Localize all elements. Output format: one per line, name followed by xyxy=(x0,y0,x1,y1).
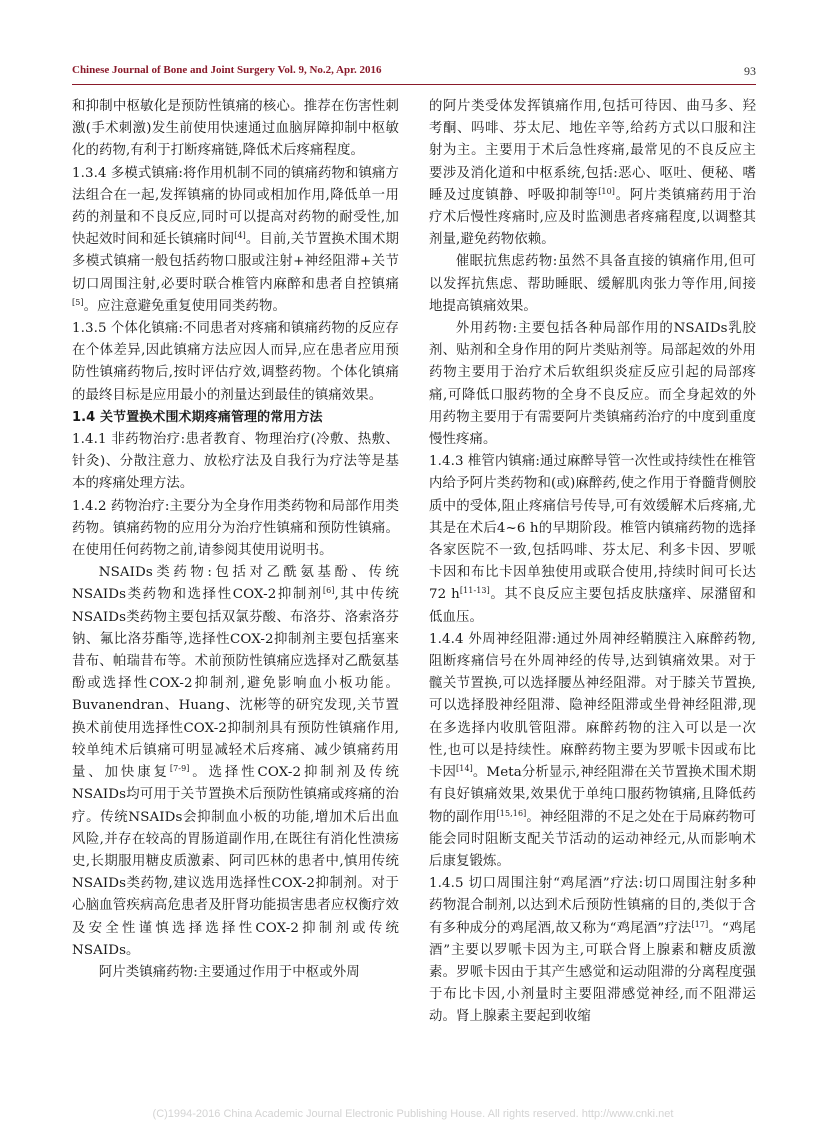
copyright-footer: (C)1994-2016 China Academic Journal Electronic Publishing House. All rights reserved. http://www.cnki.net xyxy=(152,1108,674,1120)
right-column xyxy=(429,96,756,1029)
paragraph-opioids-start: 阿片类镇痛药物:主要通过作用于中枢或外周 xyxy=(98,964,360,980)
citation: [7-9] xyxy=(169,764,190,774)
citation: [6] xyxy=(322,586,335,596)
paragraph-topical: 外用药物:主要包括各种局部作用的NSAIDs乳胶剂、贴剂和全身作用的阿片类贴剂等。局部起效的外用药物主要用于治疗术后软组织炎症反应引起的局部疼痛,可降低口服药物的全身不良反应。而全身起效的外用药物主要用于有需要阿片类镇痛药治疗的中度到重度慢性疼痛。 xyxy=(429,321,756,448)
paragraph-opioids-continued: 的阿片类受体发挥镇痛作用,包括可待因、曲马多、羟考酮、吗啡、芬太尼、地佐辛等,给药方式以口服和注射为主。主要用于术后急性疼痛,最常见的不良反应主要涉及消化道和中枢系统,包括:恶心、呕吐、便秘、嗜睡及过度镇静、呼吸抑制等[10]。阿片类镇痛药用于治疗术后慢性疼痛时,应及时监测患者疼痛程度,以调整其剂量,避免药物依赖。 xyxy=(429,99,757,248)
paragraph-pharmacologic: 1.4.2 药物治疗:主要分为全身作用类药物和局部作用类药物。镇痛药物的应用分为治疗性镇痛和预防性镇痛。在使用任何药物之前,请参阅其使用说明书。 xyxy=(72,498,399,559)
citation: [4] xyxy=(234,231,246,241)
paragraph: 和抑制中枢敏化是预防性镇痛的核心。推荐在伤害性刺激(手术刺激)发生前使用快速通过血脑屏障抑制中枢敏化的药物,有利于打断疼痛链,降低术后疼痛程度。 xyxy=(72,99,399,159)
citation: [15,16] xyxy=(496,808,527,818)
paragraph-multimodal-analgesia: 1.3.4 多模式镇痛:将作用机制不同的镇痛药物和镇痛方法组合在一起,发挥镇痛的协同或相加作用,降低单一用药的剂量和不良反应,同时可以提高对药物的耐受性,加快起效时间和延长镇痛时间[4]。目前,关节置换术围术期多模式镇痛一般包括药物口服或注射+神经阻滞+关节切口周围注射,必要时联合椎管内麻醉和患者自控镇痛[5]。应注意避免重复使用同类药物。 xyxy=(72,165,399,314)
citation: [10] xyxy=(598,186,616,196)
citation: [5] xyxy=(72,297,84,307)
header-rule xyxy=(72,84,756,85)
citation: [17] xyxy=(691,919,709,929)
page-number: 93 xyxy=(744,64,756,78)
section-heading: 1.4 关节置换术围术期疼痛管理的常用方法 xyxy=(72,409,323,425)
paragraph-nerve-block: 1.4.4 外周神经阻滞:通过外周神经鞘膜注入麻醉药物,阻断疼痛信号在外周神经的传导,达到镇痛效果。对于髋关节置换,可以选择腰丛神经阻滞。对于膝关节置换,可以选择股神经阻滞、隐神经阻滞或坐骨神经阻滞,现在多选择内收肌管阻滞。麻醉药物的注入可以是一次性,也可以是持续性。麻醉药物主要为罗哌卡因或布比卡因[14]。Meta分析显示,神经阻滞在关节置换术围术期有良好镇痛效果,效果优于单纯口服药物镇痛,且降低药物的副作用[15,16]。神经阻滞的不足之处在于局麻药物可能会同时阻断支配关节活动的运动神经元,从而影响术后康复锻炼。 xyxy=(429,631,757,869)
citation: [14] xyxy=(456,764,473,774)
running-header xyxy=(72,64,756,84)
paragraph-individualized-analgesia: 1.3.5 个体化镇痛:不同患者对疼痛和镇痛药物的反应存在个体差异,因此镇痛方法应因人而异,应在患者应用预防性镇痛药物后,按时评估疗效,调整药物。个体化镇痛的最终目标是应用最小的剂量达到最佳的镇痛效果。 xyxy=(72,321,399,403)
paragraph-hypnotics: 催眠抗焦虑药物:虽然不具备直接的镇痛作用,但可以发挥抗焦虑、帮助睡眠、缓解肌肉张力等作用,间接地提高镇痛效果。 xyxy=(429,254,756,314)
paragraph-nsaids: NSAIDs类药物:包括对乙酰氨基酚、传统NSAIDs类药物和选择性COX-2抑制剂[6],其中传统NSAIDs类药物主要包括双氯芬酸、布洛芬、洛索洛芬钠、氟比洛芬酯等,选择性COX-2抑制剂主要包括塞来昔布、帕瑞昔布等。术前预防性镇痛应选择对乙酰氨基酚或选择性COX-2抑制剂,避免影响血小板功能。Buvanendran、Huang、沈彬等的研究发现,关节置换术前使用选择性COX-2抑制剂具有预防性镇痛作用,较单纯术后镇痛可明显减轻术后疼痛、减少镇痛药用量、加快康复[7-9]。选择性COX-2抑制剂及传统NSAIDs均可用于关节置换术后预防性镇痛或疼痛的治疗。传统NSAIDs会抑制血小板的功能,增加术后出血风险,并存在较高的胃肠道副作用,在既往有消化性溃疡史,长期服用糖皮质激素、阿司匹林的患者中,慎用传统NSAIDs类药物,建议选用选择性COX-2抑制剂。对于心脑血管疾病高危患者及肝肾功能损害患者应权衡疗效及安全性谨慎选择选择性COX-2抑制剂或传统NSAIDs。 xyxy=(72,565,399,958)
citation: [11-13] xyxy=(459,586,490,596)
left-column xyxy=(72,96,399,984)
paragraph-cocktail-injection: 1.4.5 切口周围注射“鸡尾酒”疗法:切口周围注射多种药物混合制剂,以达到术后预防性镇痛的目的,类似于含有多种成分的鸡尾酒,故又称为“鸡尾酒”疗法[17]。“鸡尾酒”主要以罗哌卡因为主,可联合肾上腺素和糖皮质激素。罗哌卡因由于其产生感觉和运动阻滞的分离程度强于布比卡因,小剂量时主要阻滞感觉神经,而不阻滞运动。肾上腺素主要起到收缩 xyxy=(429,876,756,1025)
journal-title: Chinese Journal of Bone and Joint Surgery Vol. 9, No.2, Apr. 2016 xyxy=(72,64,382,76)
paragraph-nonpharmacologic: 1.4.1 非药物治疗:患者教育、物理治疗(冷敷、热敷、针灸)、分散注意力、放松疗法及自我行为疗法等是基本的疼痛处理方法。 xyxy=(72,432,399,492)
paragraph-intraspinal: 1.4.3 椎管内镇痛:通过麻醉导管一次性或持续性在椎管内给予阿片类药物和(或)麻醉药,使之作用于脊髓背侧胶质中的受体,阻止疼痛信号传导,可有效缓解术后疼痛,尤其是在术后4~6 h的早期阶段。椎管内镇痛药物的选择各家医院不一致,包括吗啡、芬太尼、利多卡因、罗哌卡因和布比卡因单独使用或联合使用,持续时间可长达72 h[11-13]。其不良反应主要包括皮肤瘙痒、尿潴留和低血压。 xyxy=(429,454,756,625)
